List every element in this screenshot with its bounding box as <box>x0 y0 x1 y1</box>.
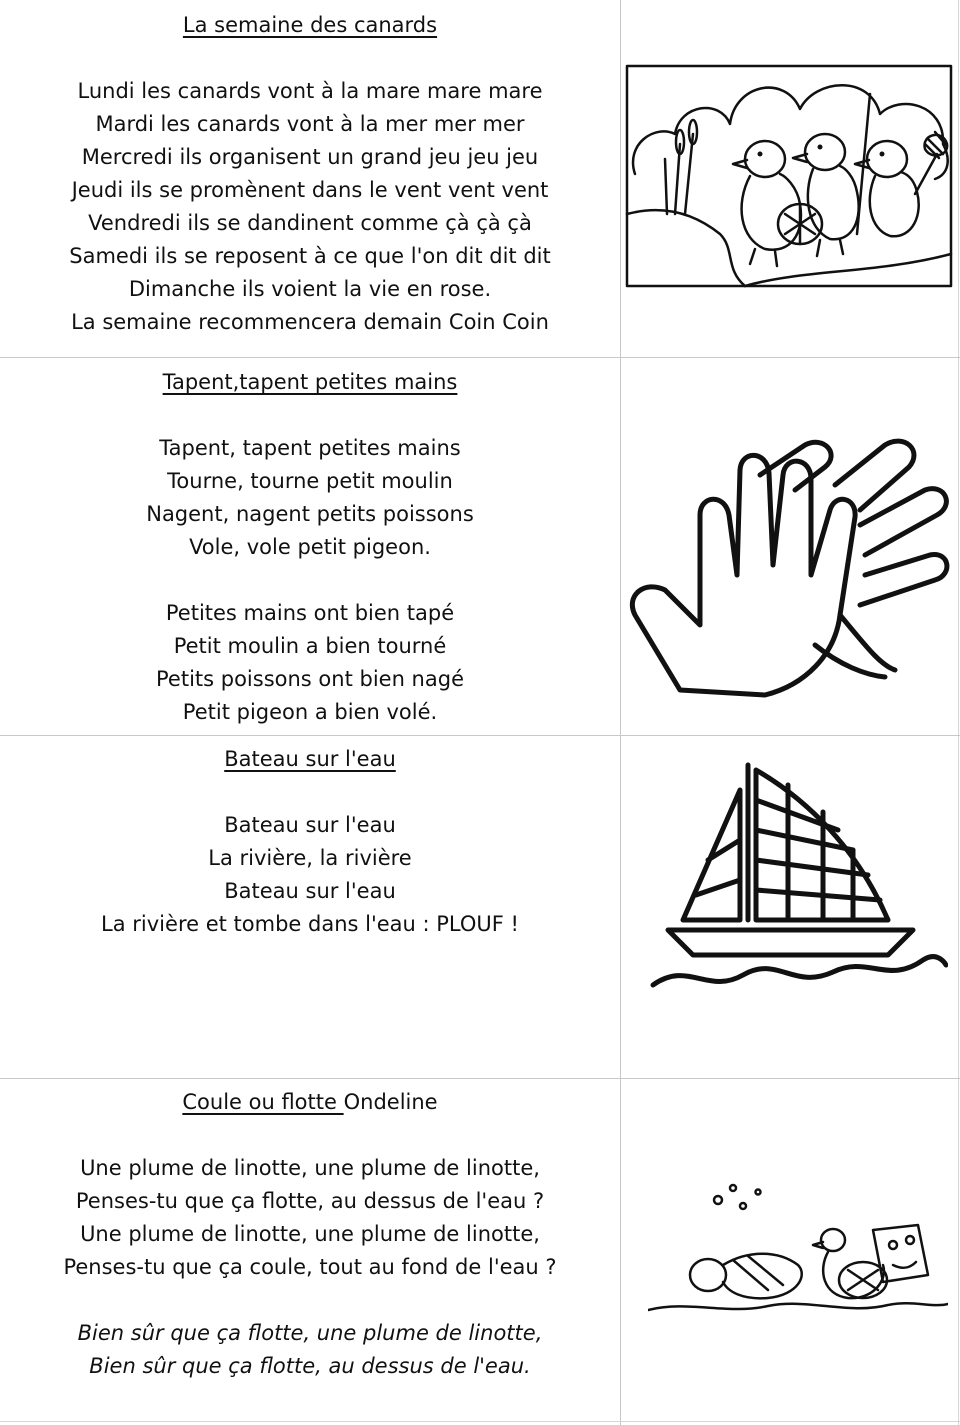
song-line: Bien sûr que ça flotte, une plume de linotte, <box>77 1321 543 1345</box>
song-line: Bien sûr que ça flotte, au dessus de l'eau. <box>89 1354 531 1378</box>
song-title-author: Ondeline <box>343 1090 438 1114</box>
song-line: Jeudi ils se promènent dans le vent vent vent <box>71 178 549 202</box>
song-line: Samedi ils se reposent à ce que l'on dit dit dit <box>69 244 551 268</box>
row-divider <box>0 1078 960 1079</box>
song-line: Petit moulin a bien tourné <box>173 634 447 658</box>
song-title: La semaine des canards <box>182 13 438 37</box>
column-divider <box>620 0 621 1425</box>
song-line: Petits poissons ont bien nagé <box>156 667 464 691</box>
song-line: Lundi les canards vont à la mare mare mare <box>77 79 543 103</box>
song-line: Une plume de linotte, une plume de linotte, <box>80 1222 540 1246</box>
floating-objects-illustration <box>648 1170 948 1320</box>
song-title <box>0 1086 620 1119</box>
song-line: Mardi les canards vont à la mer mer mer <box>95 112 525 136</box>
hand-icon <box>625 415 955 705</box>
song-line: La semaine recommencera demain Coin Coin <box>71 310 549 334</box>
song-title: Tapent,tapent petites mains <box>162 370 458 394</box>
song-lines <box>0 75 620 339</box>
song-petites-mains <box>0 366 620 729</box>
song-italic-lines <box>0 1317 620 1383</box>
song-line: Tapent, tapent petites mains <box>159 436 461 460</box>
song-canards <box>0 9 620 339</box>
bottom-border <box>0 1421 960 1422</box>
sailboat-icon <box>648 760 948 1000</box>
song-line: Nagent, nagent petits poissons <box>146 502 474 526</box>
song-line: Vole, vole petit pigeon. <box>189 535 431 559</box>
song-line: Penses-tu que ça coule, tout au fond de l'eau ? <box>63 1255 557 1279</box>
song-line: Bateau sur l'eau <box>224 879 396 903</box>
song-line: Petit pigeon a bien volé. <box>182 700 438 724</box>
ducks-illustration <box>625 64 953 288</box>
song-line: Tourne, tourne petit moulin <box>167 469 453 493</box>
song-line: La rivière et tombe dans l'eau : PLOUF ! <box>101 912 519 936</box>
song-line: Bateau sur l'eau <box>224 813 396 837</box>
song-stanza <box>0 597 620 729</box>
song-line: Une plume de linotte, une plume de linotte, <box>80 1156 540 1180</box>
row-divider <box>0 357 960 358</box>
song-line: La rivière, la rivière <box>208 846 412 870</box>
song-coule-ou-flotte <box>0 1086 620 1383</box>
song-bateau <box>0 743 620 941</box>
song-title: Bateau sur l'eau <box>224 747 396 771</box>
right-border <box>958 0 959 1425</box>
row-divider <box>0 735 960 736</box>
song-stanza <box>0 432 620 564</box>
song-line: Dimanche ils voient la vie en rose. <box>128 277 492 301</box>
song-line: Vendredi ils se dandinent comme çà çà çà <box>88 211 532 235</box>
song-lines <box>0 809 620 941</box>
song-line: Petites mains ont bien tapé <box>165 601 455 625</box>
song-lines <box>0 1152 620 1284</box>
song-line: Penses-tu que ça flotte, au dessus de l'eau ? <box>75 1189 545 1213</box>
song-title-underlined: Coule ou flotte <box>182 1090 344 1114</box>
song-line: Mercredi ils organisent un grand jeu jeu jeu <box>81 145 539 169</box>
